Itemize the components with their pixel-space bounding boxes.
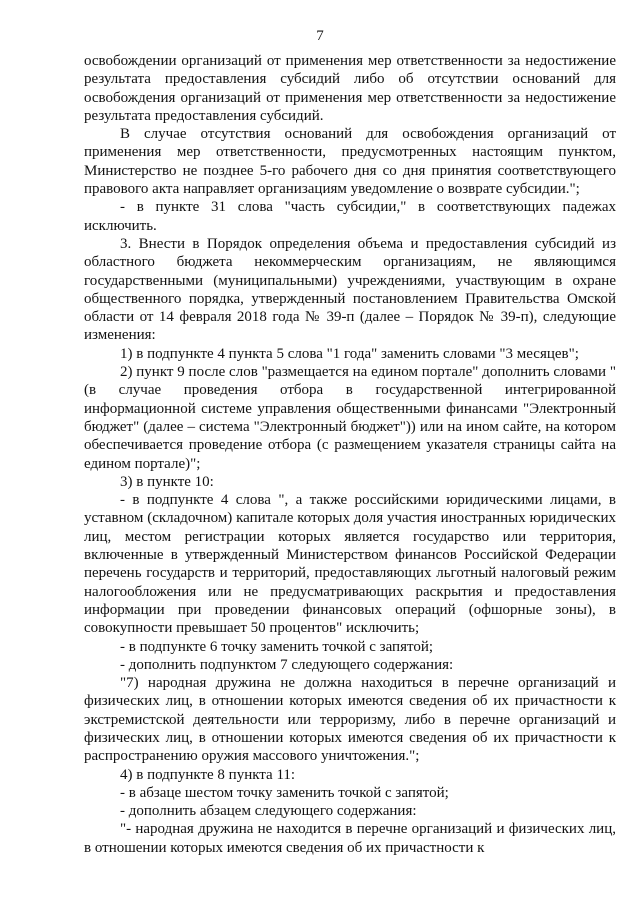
paragraph-10: - дополнить подпунктом 7 следующего содержания: — [120, 656, 454, 673]
paragraph-3: - в пункте 31 слова "часть субсидии," в соответствующих падежах исключить. — [84, 199, 616, 234]
page-number: 7 — [316, 28, 324, 44]
paragraph-5: 1) в подпункте 4 пункта 5 слова "1 года" заменить словами "3 месяцев"; — [120, 345, 579, 362]
paragraph-6: 2) пункт 9 после слов "размещается на едином портале" дополнить словами "(в случае проведения отбора в государственной интегрированной информационной системе управления общественными финансами "Электронный бюджет" (далее – система "Электронный бюджет")) или на ином сайте, на котором обеспечивается проведение отбора (с размещением указателя страницы сайта на едином портале)"; — [84, 364, 616, 472]
paragraph-7: 3) в пункте 10: — [120, 473, 214, 490]
document-body — [84, 52, 616, 857]
paragraph-9: - в подпункте 6 точку заменить точкой с запятой; — [120, 638, 434, 655]
paragraph-4: 3. Внести в Порядок определения объема и предоставления субсидий из областного бюджета некоммерческим организациям, не являющимся государственными (муниципальными) учреждениями, участвующим в охране общественного порядка, утвержденный постановлением Правительства Омской области от 14 февраля 2018 года № 39-п (далее – Порядок № 39-п), следующие изменения: — [84, 235, 616, 344]
paragraph-2: В случае отсутствия оснований для освобождения организаций от применения мер ответственности, предусмотренных настоящим пунктом, Министерство не позднее 5-го рабочего дня со дня принятия соответствующего правового акта направляет организациям уведомление о возврате субсидии."; — [84, 126, 616, 198]
paragraph-1: освобождении организаций от применения мер ответственности за недостижение результата предоставления субсидий либо об отсутствии оснований для освобождения организаций от применения мер ответственности за недостижение результата предоставления субсидий. — [84, 53, 616, 124]
paragraph-13: - в абзаце шестом точку заменить точкой с запятой; — [120, 784, 449, 801]
paragraph-11: "7) народная дружина не должна находиться в перечне организаций и физических лиц, в отношении которых имеются сведения об их причастности к экстремистской деятельности или терроризму, либо в перечне организаций и физических лиц, в отношении которых имеются сведения об их причастности к распространению оружия массового уничтожения."; — [84, 675, 616, 765]
paragraph-14: - дополнить абзацем следующего содержания: — [120, 803, 417, 820]
paragraph-15: "- народная дружина не находится в перечне организаций и физических лиц, в отношении которых имеются сведения об их причастности к — [84, 821, 616, 856]
paragraph-8: - в подпункте 4 слова ", а также российскими юридическими лицами, в уставном (складочном) капитале которых доля участия иностранных юридических лиц, местом регистрации которых является государство или территория, включенные в утвержденный Министерством финансов Российской Федерации перечень государств и территорий, предоставляющих льготный налоговый режим налогообложения или не предусматривающих раскрытия и предоставления информации при проведении финансовых операций (офшорные зоны), в совокупности превышает 50 процентов" исключить; — [84, 492, 616, 637]
paragraph-12: 4) в подпункте 8 пункта 11: — [120, 766, 296, 783]
